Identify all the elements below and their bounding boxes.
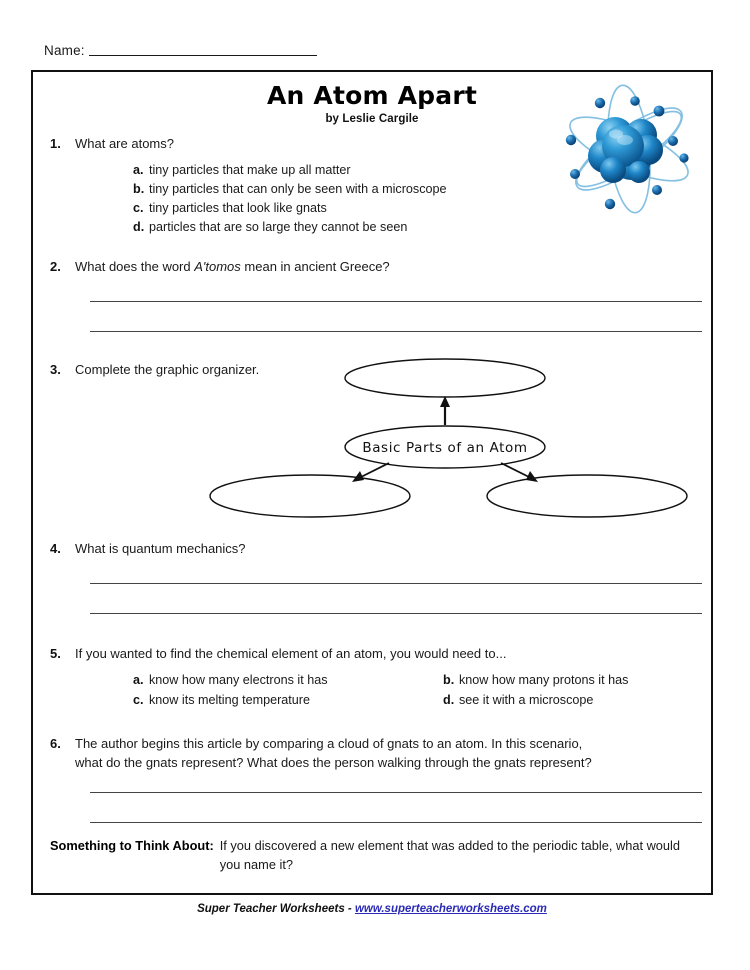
question-2-prompt-pre: What does the word [75, 259, 195, 274]
question-1-choice-a[interactable] [133, 161, 711, 180]
choice-letter: c. [133, 201, 144, 216]
answer-line[interactable] [90, 272, 702, 302]
choice-text: see it with a microscope [459, 692, 594, 707]
organizer-arrow-up [440, 396, 450, 425]
question-5-choice-c[interactable] [133, 691, 443, 710]
choice-letter: d. [133, 220, 145, 235]
choice-letter: a. [133, 162, 144, 177]
question-3-prompt: Complete the graphic organizer. [75, 362, 260, 377]
organizer-bottom-right-oval [487, 475, 687, 517]
question-6-prompt-line-1: The author begins this article by comparing a cloud of gnats to an atom. In this scenario, [75, 736, 583, 751]
question-1-choices [133, 161, 711, 238]
organizer-arrow-down-right [501, 463, 538, 482]
choice-letter: a. [133, 672, 144, 687]
choice-text: tiny particles that can only be seen with a microscope [149, 181, 447, 196]
question-5-choice-b[interactable] [443, 671, 711, 690]
think-about-section [33, 837, 711, 874]
question-2-answer-area[interactable] [90, 272, 702, 332]
choice-letter: b. [443, 672, 455, 687]
question-5-prompt: If you wanted to find the chemical element of an atom, you would need to... [75, 646, 507, 661]
choice-letter: d. [443, 692, 455, 707]
question-6-answer-area[interactable] [90, 763, 702, 823]
think-about-line-1: If you discovered a new element that was added to the periodic table, [219, 838, 613, 853]
think-about-line-2: what would you name it? [219, 838, 681, 872]
question-2-prompt-emphasis: A'tomos [194, 259, 241, 274]
footer [31, 903, 713, 915]
question-2-prompt-post: mean in ancient Greece? [240, 259, 390, 274]
question-1-choice-c[interactable] [133, 199, 711, 218]
choice-text: tiny particles that look like gnats [149, 201, 327, 216]
worksheet-frame [31, 70, 713, 895]
question-1-number: 1. [50, 136, 61, 151]
question-5-choices [133, 671, 711, 710]
graphic-organizer [193, 355, 713, 520]
name-label: Name: [44, 43, 85, 58]
question-1-choice-d[interactable] [133, 218, 711, 237]
answer-line[interactable] [90, 302, 702, 332]
organizer-top-oval [345, 359, 545, 397]
name-field-row [44, 44, 317, 58]
question-1-choice-b[interactable] [133, 180, 711, 199]
question-5 [33, 645, 711, 710]
question-5-number: 5. [50, 646, 61, 661]
choice-text: particles that are so large they cannot be seen [149, 220, 408, 235]
think-about-text [220, 837, 693, 874]
choice-text: tiny particles that make up all matter [149, 162, 351, 177]
footer-url-link[interactable]: www.superteacherworksheets.com [354, 903, 547, 915]
question-4-answer-area[interactable] [90, 554, 702, 614]
choice-letter: c. [133, 692, 144, 707]
question-1-prompt: What are atoms? [75, 136, 174, 151]
choice-text: know how many electrons it has [149, 672, 328, 687]
answer-line[interactable] [90, 793, 702, 823]
question-2-number: 2. [50, 259, 61, 274]
question-5-choice-d[interactable] [443, 691, 711, 710]
name-write-in-line[interactable] [89, 54, 317, 56]
footer-prefix: Super Teacher Worksheets - [197, 903, 355, 915]
answer-line[interactable] [90, 763, 702, 793]
question-1 [33, 135, 711, 237]
answer-line[interactable] [90, 554, 702, 584]
answer-line[interactable] [90, 584, 702, 614]
question-6-number: 6. [50, 736, 61, 751]
organizer-center-label: Basic Parts of an Atom [362, 440, 528, 456]
choice-letter: b. [133, 181, 145, 196]
question-4-prompt: What is quantum mechanics? [75, 541, 246, 556]
page-title: An Atom Apart [266, 81, 478, 110]
question-6-prompt-line-2: what do the gnats represent? What does the person walking through the gnats represent? [75, 754, 592, 770]
think-about-label: Something to Think About: [50, 838, 214, 853]
choice-text: know how many protons it has [459, 672, 629, 687]
organizer-bottom-left-oval [210, 475, 410, 517]
choice-text: know its melting temperature [149, 692, 310, 707]
question-5-choice-a[interactable] [133, 671, 443, 690]
question-4-number: 4. [50, 541, 61, 556]
author-byline: by Leslie Cargile [325, 113, 419, 125]
question-3-number: 3. [50, 362, 61, 377]
